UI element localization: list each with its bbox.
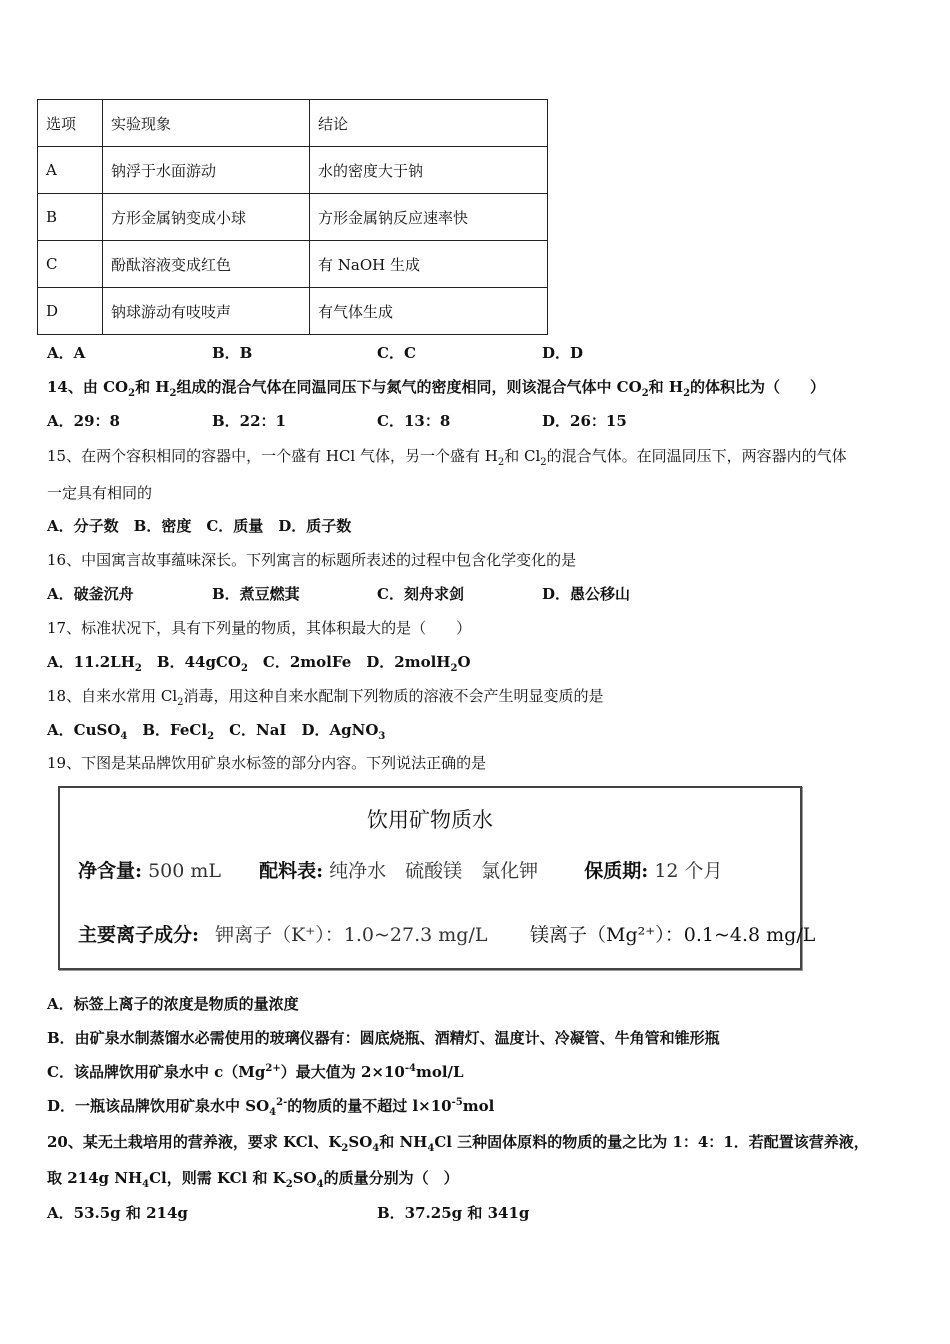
table-row bbox=[38, 147, 548, 194]
table-cell: 钠球游动有吱吱声 bbox=[103, 288, 310, 335]
q18-sub: 4 bbox=[120, 731, 128, 742]
q19-text: mol bbox=[462, 1097, 495, 1115]
ingredients-key: 配料表: bbox=[259, 860, 324, 882]
q14-option-b: B．22：1 bbox=[212, 412, 286, 430]
q18-option-b: B．FeCl bbox=[142, 721, 208, 739]
q13-option-d: D．D bbox=[542, 344, 584, 362]
q20-sub: 2 bbox=[341, 1143, 349, 1154]
q17-option-d: D．2molH bbox=[366, 653, 451, 671]
q15-sub: 2 bbox=[497, 457, 505, 468]
table-cell: 酚酞溶液变成红色 bbox=[103, 241, 310, 288]
table-cell: D bbox=[38, 288, 103, 335]
label-title: 饮用矿物质水 bbox=[367, 808, 493, 832]
q14-option-d: D．26：15 bbox=[542, 412, 627, 430]
q13-option-a: A．A bbox=[47, 344, 86, 362]
q14-sub: 2 bbox=[683, 388, 691, 399]
q15-text: 的混合气体。在同温同压下，两容器内的气体 bbox=[546, 447, 847, 465]
q14-sub: 2 bbox=[169, 388, 177, 399]
shelf-life-value: 12 个月 bbox=[654, 860, 723, 882]
table-cell: 有 NaOH 生成 bbox=[310, 241, 548, 288]
q18-sub: 3 bbox=[378, 731, 386, 742]
q16-option-c: C．刻舟求剑 bbox=[377, 585, 464, 603]
q19-sup: -4 bbox=[404, 1063, 416, 1074]
table-cell: B bbox=[38, 194, 103, 241]
q19-sup: 2+ bbox=[265, 1063, 281, 1074]
q18-option-c: C．NaI bbox=[229, 721, 287, 739]
q20-sub: 4 bbox=[316, 1179, 324, 1190]
q19-sub: 4 bbox=[269, 1107, 277, 1118]
q19-text: C．该品牌饮用矿泉水中 c（Mg bbox=[47, 1063, 266, 1081]
q18-sub: 2 bbox=[177, 697, 184, 708]
q14-text: 组成的混合气体在同温同压下与氮气的密度相同，则该混合气体中 CO bbox=[176, 378, 642, 396]
q17-sub: 2 bbox=[134, 663, 142, 674]
q19-text: mol/L bbox=[415, 1063, 464, 1081]
q17-option-b: B．44gCO bbox=[156, 653, 241, 671]
q15-stem-line1 bbox=[47, 445, 847, 468]
q17-stem: 17、标准状况下，具有下列量的物质，其体积最大的是（ ） bbox=[47, 619, 472, 637]
q20-sub: 4 bbox=[142, 1179, 150, 1190]
q14-stem bbox=[47, 376, 825, 399]
q16-option-b: B．煮豆燃萁 bbox=[212, 585, 300, 603]
q15-text: 15、在两个容积相同的容器中，一个盛有 HCl 气体，另一个盛有 H bbox=[47, 447, 498, 465]
shelf-life-key: 保质期: bbox=[584, 860, 649, 882]
q14-text: 的体积比为（ ） bbox=[690, 378, 826, 396]
q14-text: 14、由 CO bbox=[47, 378, 129, 396]
q20-option-b: B．37.25g 和 341g bbox=[377, 1204, 530, 1222]
table-cell: 有气体生成 bbox=[310, 288, 548, 335]
q14-text: 和 H bbox=[135, 378, 170, 396]
experiment-table bbox=[37, 99, 548, 335]
label-row-1 bbox=[78, 856, 723, 883]
table-row bbox=[38, 194, 548, 241]
table-header-cell: 选项 bbox=[38, 100, 103, 147]
q17-option-c: C．2molFe bbox=[262, 653, 352, 671]
q15-stem-line2: 一定具有相同的 bbox=[47, 484, 153, 502]
q19-option-a: A．标签上离子的浓度是物质的量浓度 bbox=[47, 995, 299, 1013]
q18-text: 消毒，用这种自来水配制下列物质的溶液不会产生明显变质的是 bbox=[183, 687, 604, 705]
table-cell: 方形金属钠反应速率快 bbox=[310, 194, 548, 241]
q18-sub: 2 bbox=[207, 731, 215, 742]
q20-text: 和 NH bbox=[379, 1133, 428, 1151]
q18-text: 18、自来水常用 Cl bbox=[47, 687, 178, 705]
q20-text: 取 214g NH bbox=[47, 1169, 143, 1187]
q19-text: D．一瓶该品牌饮用矿泉水中 SO bbox=[47, 1097, 270, 1115]
q20-text: Cl 三种固体原料的物质的量之比为 1：4：1．若配置该营养液， bbox=[434, 1133, 869, 1151]
table-cell: 钠浮于水面游动 bbox=[103, 147, 310, 194]
q15-text: 和 Cl bbox=[504, 447, 541, 465]
q20-text: 的质量分别为（ ） bbox=[323, 1169, 459, 1187]
q20-stem-line2 bbox=[47, 1167, 459, 1190]
q17-options bbox=[47, 651, 471, 674]
q19-text: ）最大值为 2×10 bbox=[280, 1063, 405, 1081]
q14-sub: 2 bbox=[128, 388, 136, 399]
q19-sup: -5 bbox=[451, 1097, 463, 1108]
table-cell: 方形金属钠变成小球 bbox=[103, 194, 310, 241]
q20-text: Cl，则需 KCl 和 K bbox=[149, 1169, 286, 1187]
q15-sub: 2 bbox=[540, 457, 547, 468]
q19-option-d bbox=[47, 1095, 494, 1118]
table-row bbox=[38, 241, 548, 288]
q15-options: A．分子数 B．密度 C．质量 D．质子数 bbox=[47, 517, 352, 535]
q17-option-a: A．11.2LH bbox=[47, 653, 135, 671]
q17-option-d: O bbox=[457, 653, 471, 671]
q20-sub: 4 bbox=[372, 1143, 380, 1154]
q19-text: 的物质的量不超过 l×10 bbox=[287, 1097, 452, 1115]
q18-options bbox=[47, 719, 385, 742]
q13-option-b: B．B bbox=[212, 344, 253, 362]
q20-sub: 2 bbox=[285, 1179, 293, 1190]
q18-option-d: D．AgNO bbox=[301, 721, 379, 739]
table-row bbox=[38, 288, 548, 335]
q14-text: 和 H bbox=[648, 378, 684, 396]
q17-sub: 2 bbox=[450, 663, 458, 674]
label-row-2 bbox=[78, 920, 487, 947]
q17-sub: 2 bbox=[240, 663, 248, 674]
q20-text: 20、某无土栽培用的营养液，要求 KCl、K bbox=[47, 1133, 342, 1151]
potassium-ion-value: 钾离子（K⁺）：1.0~27.3 mg/L bbox=[215, 924, 488, 946]
q16-option-a: A．破釜沉舟 bbox=[47, 585, 134, 603]
table-header-row bbox=[38, 100, 548, 147]
q20-sub: 4 bbox=[427, 1143, 435, 1154]
table-cell: 水的密度大于钠 bbox=[310, 147, 548, 194]
mineral-water-label bbox=[58, 786, 816, 970]
q19-stem: 19、下图是某品牌饮用矿泉水标签的部分内容。下列说法正确的是 bbox=[47, 754, 487, 772]
q20-text: SO bbox=[292, 1169, 317, 1187]
table-header-cell: 实验现象 bbox=[103, 100, 310, 147]
q14-option-a: A．29：8 bbox=[47, 412, 120, 430]
q20-stem-line1 bbox=[47, 1131, 869, 1154]
ingredients-value: 纯净水 硫酸镁 氯化钾 bbox=[329, 860, 539, 882]
q14-sub: 2 bbox=[641, 388, 649, 399]
net-content-key: 净含量: bbox=[78, 860, 143, 882]
q16-option-d: D．愚公移山 bbox=[542, 585, 631, 603]
q19-option-c bbox=[47, 1061, 464, 1082]
table-header-cell: 结论 bbox=[310, 100, 548, 147]
table-cell: C bbox=[38, 241, 103, 288]
q20-option-a: A．53.5g 和 214g bbox=[47, 1204, 188, 1222]
q18-stem bbox=[47, 685, 604, 708]
q20-text: SO bbox=[348, 1133, 373, 1151]
magnesium-ion-value: 镁离子（Mg²⁺）：0.1~4.8 mg/L bbox=[530, 924, 816, 946]
ions-key: 主要离子成分: bbox=[78, 924, 200, 946]
net-content-value: 500 mL bbox=[148, 860, 222, 882]
q13-option-c: C．C bbox=[377, 344, 416, 362]
q19-sup: 2- bbox=[276, 1097, 288, 1108]
q18-option-a: A．CuSO bbox=[47, 721, 121, 739]
q16-stem: 16、中国寓言故事蕴味深长。下列寓言的标题所表述的过程中包含化学变化的是 bbox=[47, 551, 577, 569]
table-cell: A bbox=[38, 147, 103, 194]
q14-option-c: C．13：8 bbox=[377, 412, 451, 430]
q19-option-b: B．由矿泉水制蒸馏水必需使用的玻璃仪器有：圆底烧瓶、酒精灯、温度计、冷凝管、牛角管和锥形瓶 bbox=[47, 1029, 720, 1047]
